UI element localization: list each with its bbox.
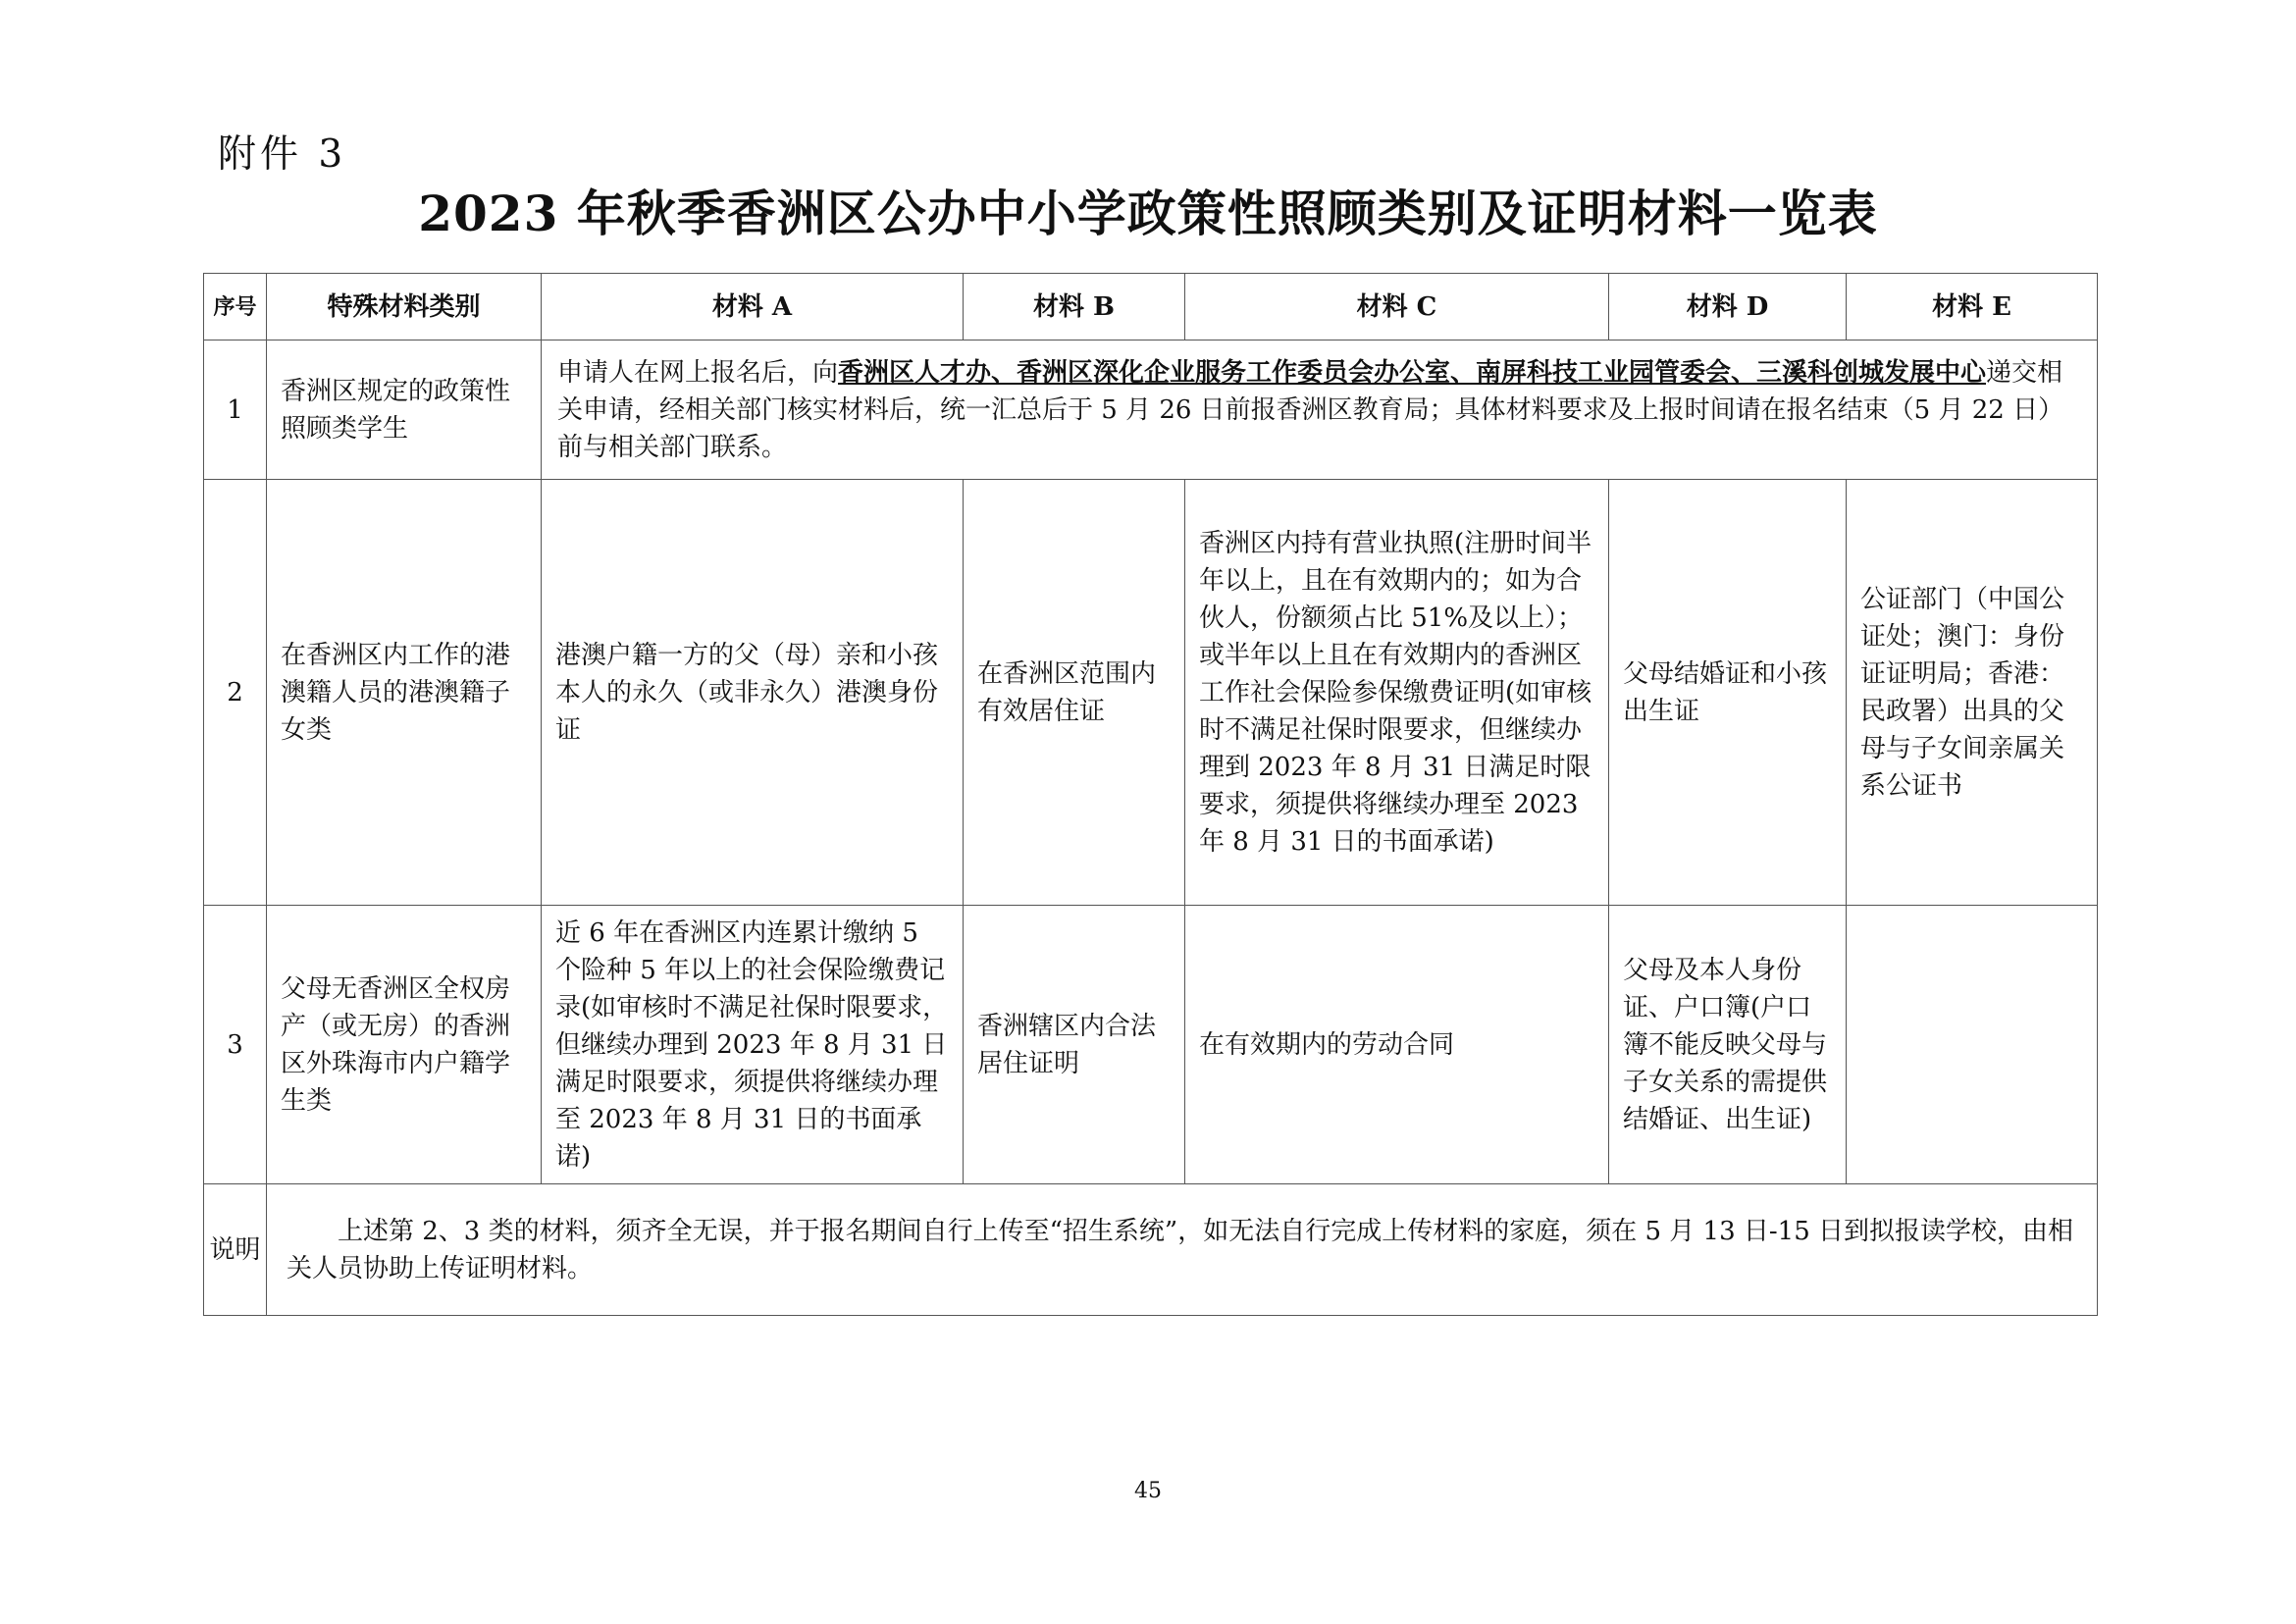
row3-category: 父母无香洲区全权房产（或无房）的香洲区外珠海市内户籍学生类 (267, 906, 542, 1184)
header-category: 特殊材料类别 (267, 274, 542, 341)
table-row-1 (204, 341, 2098, 480)
table-row-2 (204, 480, 2098, 906)
row1-text-departments: 香洲区人才办、香洲区深化企业服务工作委员会办公室、南屏科技工业园管委会、三溪科创城发展中心 (838, 357, 1987, 388)
attachment-label: 附件 3 (218, 132, 347, 177)
row2-material-e: 公证部门（中国公证处；澳门：身份证证明局；香港：民政署）出具的父母与子女间亲属关系公证书 (1847, 480, 2098, 906)
policy-table (203, 273, 2098, 1316)
row3-material-a: 近 6 年在香洲区内连累计缴纳 5 个险种 5 年以上的社会保险缴费记录(如审核时不满足社保时限要求，但继续办理到 2023 年 8 月 31 日满足时限要求，须提供将继续办理至 2023 年 8 月 31 日的书面承诺) (542, 906, 964, 1184)
row2-material-a: 港澳户籍一方的父（母）亲和小孩本人的永久（或非永久）港澳身份证 (542, 480, 964, 906)
header-material-a: 材料 A (542, 274, 964, 341)
row1-seq: 1 (204, 341, 267, 480)
row1-merged-text (542, 341, 2098, 480)
row2-material-b: 在香洲区范围内有效居住证 (964, 480, 1185, 906)
row2-seq: 2 (204, 480, 267, 906)
header-material-c: 材料 C (1185, 274, 1609, 341)
page-number: 45 (1134, 1479, 1162, 1503)
row3-material-c: 在有效期内的劳动合同 (1185, 906, 1609, 1184)
header-seq: 序号 (204, 274, 267, 341)
row3-seq: 3 (204, 906, 267, 1184)
row2-material-d: 父母结婚证和小孩出生证 (1609, 480, 1847, 906)
header-material-d: 材料 D (1609, 274, 1847, 341)
note-row (204, 1184, 2098, 1316)
header-material-e: 材料 E (1847, 274, 2098, 341)
header-row (204, 274, 2098, 341)
document-title: 2023 年秋季香洲区公办中小学政策性照顾类别及证明材料一览表 (418, 184, 1878, 242)
note-text: 上述第 2、3 类的材料，须齐全无误，并于报名期间自行上传至“招生系统”，如无法自行完成上传材料的家庭，须在 5 月 13 日-15 日到拟报读学校，由相关人员协助上传证明材料。 (267, 1184, 2098, 1316)
note-label: 说明 (204, 1184, 267, 1316)
row1-text-post: 递交相关申请，经相关部门核实材料后，统一汇总后于 5 月 26 日前报香洲区教育局；具体材料要求及上报时间请在报名结束（5 月 22 日）前与相关部门联系。 (557, 357, 2064, 462)
table-row-3 (204, 906, 2098, 1184)
row2-category: 在香洲区内工作的港澳籍人员的港澳籍子女类 (267, 480, 542, 906)
row1-text-pre: 申请人在网上报名后，向 (557, 357, 839, 388)
row1-category: 香洲区规定的政策性照顾类学生 (267, 341, 542, 480)
row3-material-b: 香洲辖区内合法居住证明 (964, 906, 1185, 1184)
row3-material-e (1847, 906, 2098, 1184)
row2-material-c: 香洲区内持有营业执照(注册时间半年以上，且在有效期内的；如为合伙人，份额须占比 51%及以上）；或半年以上且在有效期内的香洲区工作社会保险参保缴费证明(如审核时不满足社保时限要求，但继续办理到 2023 年 8 月 31 日满足时限要求，须提供将继续办理至 2023 年 8 月 31 日的书面承诺) (1185, 480, 1609, 906)
row3-material-d: 父母及本人身份证、户口簿(户口簿不能反映父母与子女关系的需提供结婚证、出生证) (1609, 906, 1847, 1184)
header-material-b: 材料 B (964, 274, 1185, 341)
